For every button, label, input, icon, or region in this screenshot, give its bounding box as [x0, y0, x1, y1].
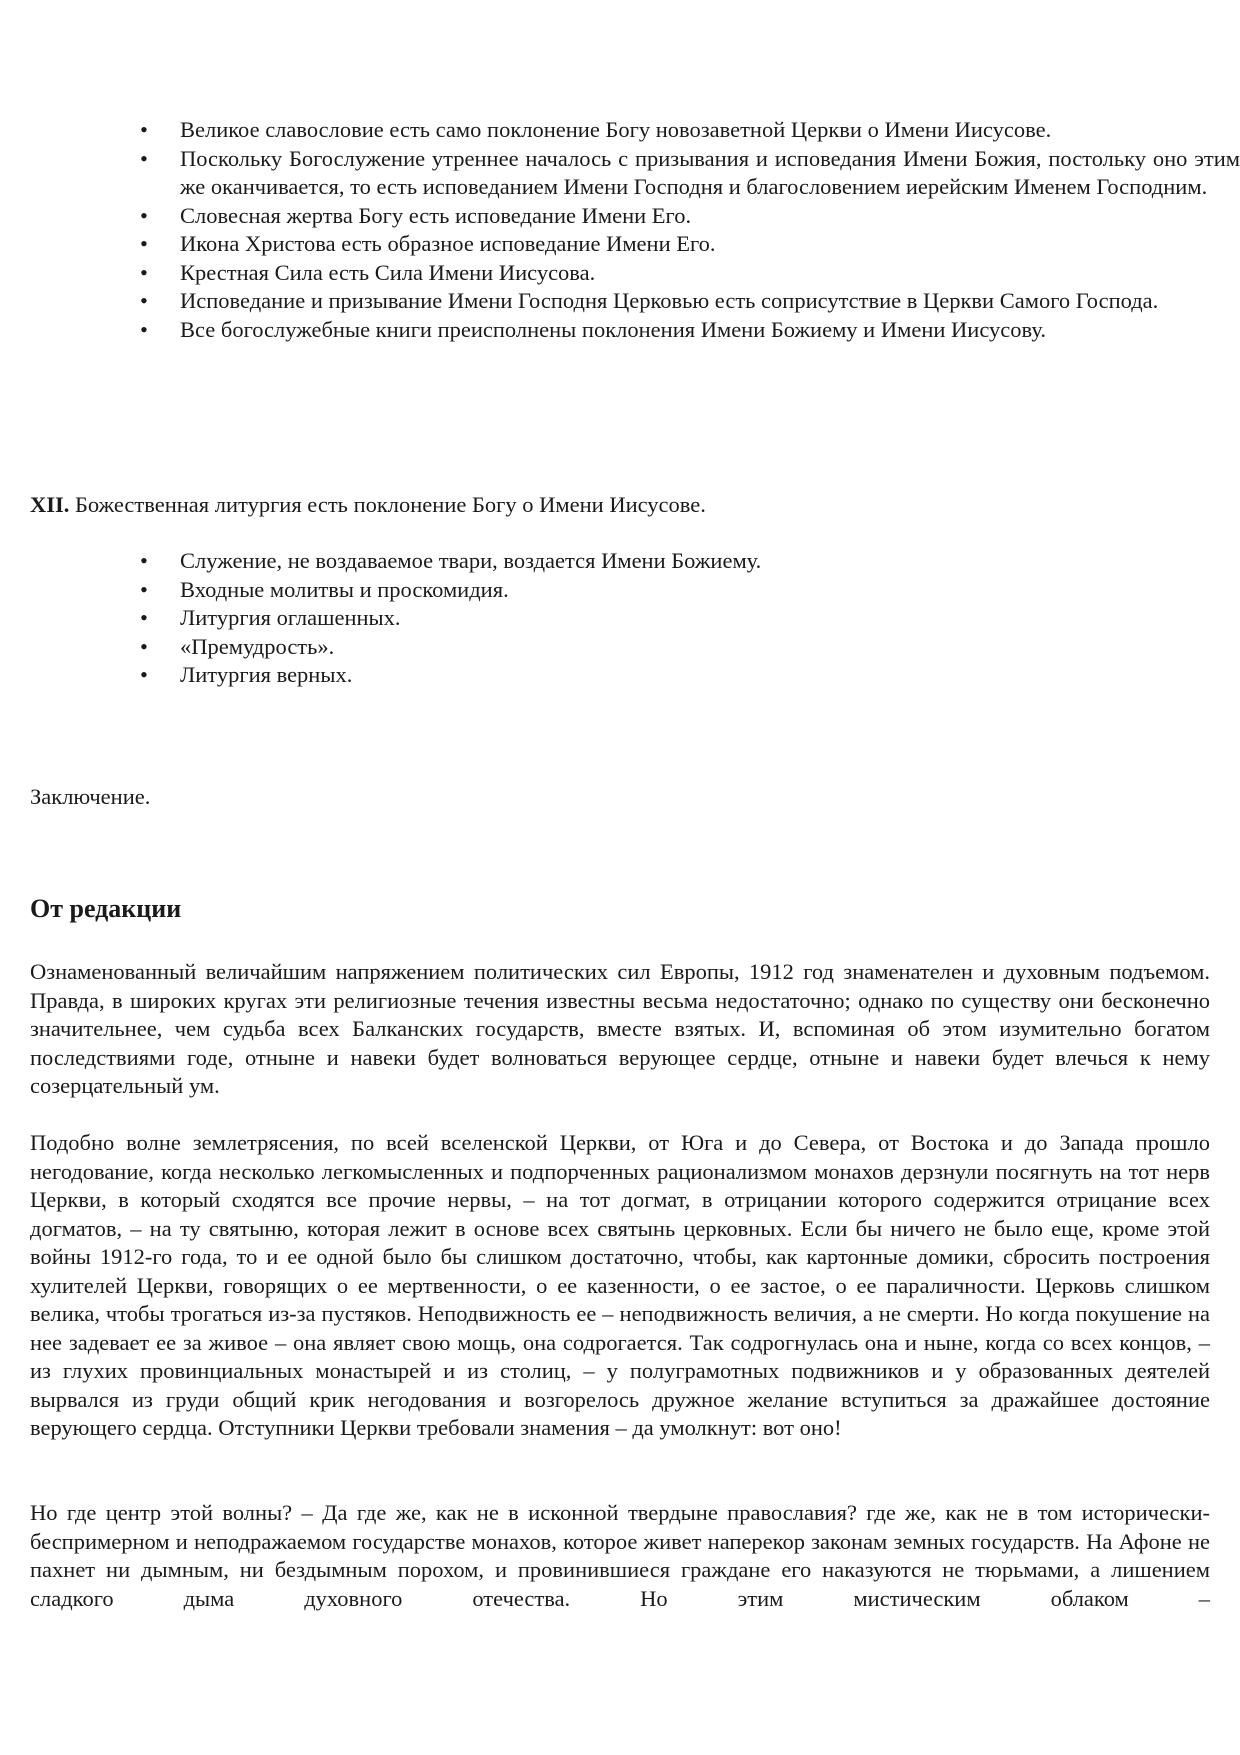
list-item: • Литургия оглашенных.: [30, 604, 1240, 633]
list-item: • Входные молитвы и проскомидия.: [30, 576, 1240, 605]
list-item: • Исповедание и призывание Имени Господня Церковью есть соприсутствие в Церкви Самого Господа.: [30, 287, 1240, 316]
editorial-paragraph: Подобно волне землетрясения, по всей вселенской Церкви, от Юга и до Севера, от Востока и до Запада прошло негодование, когда несколько легкомысленных и подпорченных рационализмом монахов дерзнули посягнуть на тот нерв Церкви, в который сходятся все прочие нервы, – на тот догмат, в отрицании которого содержится отрицание всех догматов, – на ту святыню, которая лежит в основе всех святынь церковных. Если бы ничего не было еще, кроме этой войны 1912-го года, то и ее одной было бы слишком достаточно, чтобы, как картонные домики, сбросить построения хулителей Церкви, говорящих о ее мертвенности, о ее казенности, о ее застое, о ее параличности. Церковь слишком велика, чтобы трогаться из-за пустяков. Неподвижность ее – неподвижность величия, а не смерти. Но когда покушение на нее задевает ее за живое – она являет свою мощь, она содрогается. Так содрогнулась она и ныне, когда со всех концов, – из глухих провинциальных монастырей и из столиц, – у полуграмотных подвижников и у образованных деятелей вырвался из груди общий крик негодования и возгорелось дружное желание вступиться за дражайшее достояние верующего сердца. Отступники Церкви требовали знамения – да умолкнут: вот оно!: [30, 1130, 1210, 1440]
section-title: Божественная литургия есть поклонение Богу о Имени Иисусове.: [75, 492, 706, 517]
list-item: • Служение, не воздаваемое твари, воздается Имени Божиему.: [30, 547, 1240, 576]
list-item: • Великое славословие есть само поклонение Богу новозаветной Церкви о Имени Иисусове.: [30, 116, 1240, 145]
editorial-paragraph: Но где центр этой волны? – Да где же, как не в исконной твердыне православия? где же, как не в том исторически-беспримерном и неподражаемом государстве монахов, которое живет наперекор законам земных государств. На Афоне не пахнет ни дымным, ни бездымным порохом, и провинившиеся граждане его наказуются не тюрьмами, а лишением сладкого дыма духовного отечества. Но этим мистическим облаком –: [30, 1500, 1210, 1611]
bullet-icon: •: [140, 202, 148, 228]
editorial-paragraph: Ознаменованный величайшим напряжением политических сил Европы, 1912 год знаменателен и духовным подъемом. Правда, в широких кругах эти религиозные течения известны весьма недостаточно; однако по существу они бесконечно значительнее, чем судьба всех Балканских государств, вместе взятых. И, вспоминая об этом изумительно богатом последствиями годе, отныне и навеки будет волноваться верующее сердце, отныне и навеки будет влечься к нему созерцательный ум.: [30, 959, 1210, 1098]
section-number: XII.: [30, 492, 70, 517]
list-item: • Литургия верных.: [30, 661, 1240, 690]
list-item: • Поскольку Богослужение утреннее началось с призывания и исповедания Имени Божия, постольку оно этим же оканчивается, то есть исповеданием Имени Господня и благословением иерейским Именем Господним.: [140, 145, 1240, 199]
bullet-icon: •: [140, 576, 148, 602]
list-item: • Крестная Сила есть Сила Имени Иисусова.: [30, 259, 1240, 288]
bullet-list-matins: [30, 116, 1240, 344]
conclusion-line: Заключение.: [30, 784, 151, 809]
bullet-icon: •: [140, 231, 148, 256]
section-heading: [30, 491, 706, 519]
bullet-list-liturgy: [30, 547, 1240, 690]
bullet-icon: •: [140, 548, 148, 573]
bullet-icon: •: [140, 145, 148, 171]
bullet-icon: •: [140, 288, 148, 313]
list-item: • «Премудрость».: [30, 633, 1240, 662]
bullet-icon: •: [140, 259, 148, 285]
bullet-icon: •: [140, 605, 148, 630]
list-item: • Словесная жертва Богу есть исповедание Имени Его.: [30, 202, 1240, 231]
bullet-icon: •: [140, 316, 148, 342]
list-item: • Все богослужебные книги преисполнены поклонения Имени Божиему и Имени Иисусову.: [30, 316, 1240, 345]
bullet-icon: •: [140, 662, 148, 687]
list-item: • Икона Христова есть образное исповедание Имени Его.: [30, 230, 1240, 259]
bullet-icon: •: [140, 117, 148, 142]
bullet-icon: •: [140, 633, 148, 659]
editorial-heading: От редакции: [30, 894, 182, 923]
